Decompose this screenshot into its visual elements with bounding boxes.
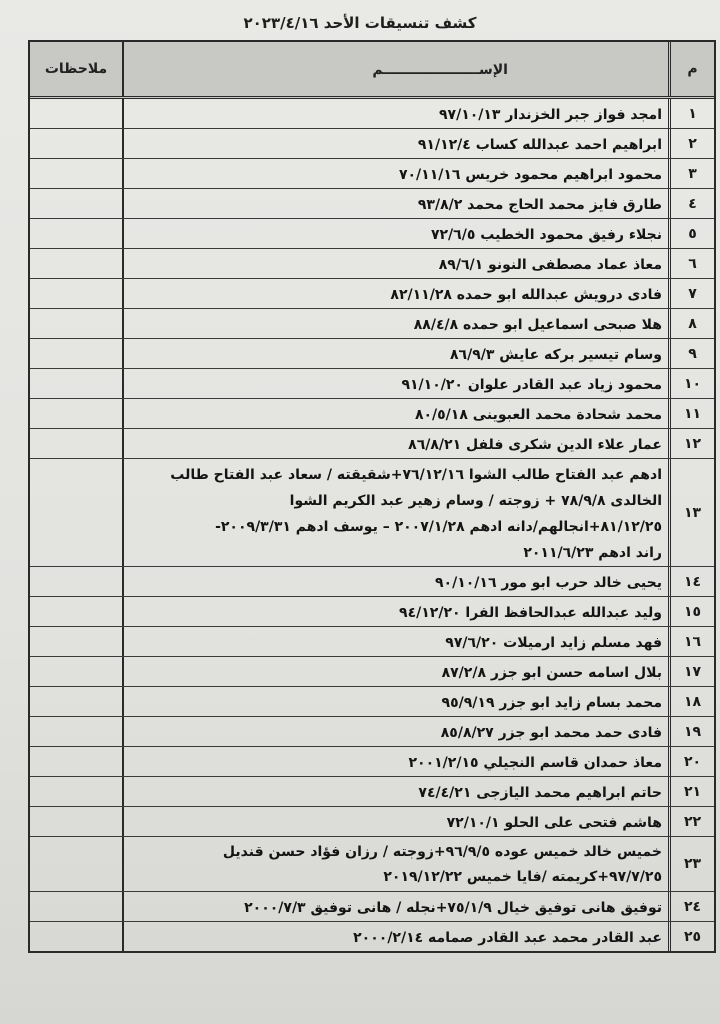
table-row bbox=[30, 922, 714, 951]
row-name: عبد القادر محمد عبد القادر صمامه ٢٠٠٠/٢/١٤ bbox=[122, 922, 668, 951]
row-number: ٢٤ bbox=[668, 892, 714, 921]
row-number: ٨ bbox=[668, 309, 714, 338]
table-row bbox=[30, 807, 714, 837]
row-name: امجد فواز جبر الخزندار ٩٧/١٠/١٣ bbox=[122, 99, 668, 128]
row-number: ١١ bbox=[668, 399, 714, 428]
row-notes bbox=[30, 459, 122, 566]
row-number: ٦ bbox=[668, 249, 714, 278]
table-row bbox=[30, 717, 714, 747]
row-name: توفيق هانى توفيق خيال ٧٥/١/٩+نجله / هانى توفيق ٢٠٠٠/٧/٣ bbox=[122, 892, 668, 921]
row-name: يحيى خالد حرب ابو مور ٩٠/١٠/١٦ bbox=[122, 567, 668, 596]
row-notes bbox=[30, 129, 122, 158]
row-number: ٢٠ bbox=[668, 747, 714, 776]
row-name: هلا صبحى اسماعيل ابو حمده ٨٨/٤/٨ bbox=[122, 309, 668, 338]
header-number: م bbox=[668, 42, 714, 96]
row-notes bbox=[30, 807, 122, 836]
row-name: وليد عبدالله عبدالحافظ الفرا ٩٤/١٢/٢٠ bbox=[122, 597, 668, 626]
row-number: ٢١ bbox=[668, 777, 714, 806]
table-row bbox=[30, 159, 714, 189]
table-row bbox=[30, 627, 714, 657]
table-row bbox=[30, 309, 714, 339]
row-name: محمد شحادة محمد العبوينى ٨٠/٥/١٨ bbox=[122, 399, 668, 428]
row-number: ١٧ bbox=[668, 657, 714, 686]
table-row bbox=[30, 369, 714, 399]
row-notes bbox=[30, 159, 122, 188]
row-name: محمد بسام زايد ابو جزر ٩٥/٩/١٩ bbox=[122, 687, 668, 716]
row-number: ١٦ bbox=[668, 627, 714, 656]
table-row bbox=[30, 279, 714, 309]
table-row bbox=[30, 429, 714, 459]
row-number: ٩ bbox=[668, 339, 714, 368]
name-line: راند ادهم ٢٠١١/٦/٢٣ bbox=[523, 545, 662, 561]
row-notes bbox=[30, 219, 122, 248]
row-notes bbox=[30, 189, 122, 218]
row-notes bbox=[30, 597, 122, 626]
row-notes bbox=[30, 687, 122, 716]
row-notes bbox=[30, 717, 122, 746]
row-name: محمود ابراهيم محمود خريس ٧٠/١١/١٦ bbox=[122, 159, 668, 188]
row-number: ٢ bbox=[668, 129, 714, 158]
row-name: معاذ عماد مصطفى النونو ٨٩/٦/١ bbox=[122, 249, 668, 278]
row-notes bbox=[30, 99, 122, 128]
name-line: ادهم عبد الفتاح طالب الشوا ٧٦/١٢/١٦+شقيقته / سعاد عبد الفتاح طالب bbox=[170, 467, 662, 483]
row-name-multiline bbox=[122, 459, 668, 566]
name-line: ٨١/١٢/٢٥+انجالهم/دانه ادهم ٢٠٠٧/١/٢٨ – يوسف ادهم ٢٠٠٩/٣/٣١- bbox=[215, 519, 662, 535]
row-name: محمود زياد عبد القادر علوان ٩١/١٠/٢٠ bbox=[122, 369, 668, 398]
table-row bbox=[30, 892, 714, 922]
row-name: وسام تيسير بركه عايش ٨٦/٩/٣ bbox=[122, 339, 668, 368]
row-name: ابراهيم احمد عبدالله كساب ٩١/١٢/٤ bbox=[122, 129, 668, 158]
row-number: ٧ bbox=[668, 279, 714, 308]
row-name: فهد مسلم زايد ارميلات ٩٧/٦/٢٠ bbox=[122, 627, 668, 656]
row-notes bbox=[30, 892, 122, 921]
name-line: الخالدى ٧٨/٩/٨ + زوجته / وسام زهير عبد الكريم الشوا bbox=[289, 493, 662, 509]
header-name: الإســــــــــــــــــــم bbox=[122, 42, 668, 96]
row-notes bbox=[30, 279, 122, 308]
row-name: فادى درويش عبدالله ابو حمده ٨٢/١١/٢٨ bbox=[122, 279, 668, 308]
table-row bbox=[30, 129, 714, 159]
row-notes bbox=[30, 777, 122, 806]
table-row bbox=[30, 99, 714, 129]
table-row bbox=[30, 189, 714, 219]
row-number: ٢٥ bbox=[668, 922, 714, 951]
row-notes bbox=[30, 567, 122, 596]
row-number: ١٤ bbox=[668, 567, 714, 596]
row-number: ٣ bbox=[668, 159, 714, 188]
row-name: طارق فايز محمد الحاج محمد ٩٣/٨/٢ bbox=[122, 189, 668, 218]
row-name: عمار علاء الدين شكرى فلفل ٨٦/٨/٢١ bbox=[122, 429, 668, 458]
name-line: ٩٧/٧/٢٥+كريمته /فايا خميس ٢٠١٩/١٢/٢٢ bbox=[383, 869, 662, 885]
row-notes bbox=[30, 657, 122, 686]
table-row bbox=[30, 399, 714, 429]
table-row bbox=[30, 459, 714, 567]
row-notes bbox=[30, 399, 122, 428]
row-notes bbox=[30, 339, 122, 368]
table-row bbox=[30, 219, 714, 249]
row-notes bbox=[30, 922, 122, 951]
row-number: ٢٣ bbox=[668, 837, 714, 891]
row-number: ٥ bbox=[668, 219, 714, 248]
row-number: ١٩ bbox=[668, 717, 714, 746]
table-row bbox=[30, 567, 714, 597]
table-row bbox=[30, 777, 714, 807]
row-notes bbox=[30, 429, 122, 458]
row-notes bbox=[30, 309, 122, 338]
table-row bbox=[30, 339, 714, 369]
row-number: ١٨ bbox=[668, 687, 714, 716]
table-header bbox=[30, 42, 714, 99]
table-row bbox=[30, 597, 714, 627]
row-name: حاتم ابراهيم محمد اليازجى ٧٤/٤/٢١ bbox=[122, 777, 668, 806]
table-row bbox=[30, 837, 714, 892]
table-row bbox=[30, 687, 714, 717]
row-number: ١٢ bbox=[668, 429, 714, 458]
row-notes bbox=[30, 747, 122, 776]
row-name: معاذ حمدان قاسم النجيلي ٢٠٠١/٢/١٥ bbox=[122, 747, 668, 776]
table-row bbox=[30, 747, 714, 777]
table-row bbox=[30, 657, 714, 687]
document-title: كشف تنسيقات الأحد ٢٠٢٣/٤/١٦ bbox=[243, 14, 477, 32]
header-notes: ملاحظات bbox=[44, 61, 108, 77]
table-row bbox=[30, 249, 714, 279]
row-number: ١٥ bbox=[668, 597, 714, 626]
row-notes bbox=[30, 627, 122, 656]
row-number: ١ bbox=[668, 99, 714, 128]
row-name-multiline bbox=[122, 837, 668, 891]
row-name: نجلاء رفيق محمود الخطيب ٧٢/٦/٥ bbox=[122, 219, 668, 248]
name-line: خميس خالد خميس عوده ٩٦/٩/٥+زوجته / رزان فؤاد حسن قنديل bbox=[222, 844, 662, 860]
row-number: ١٣ bbox=[668, 459, 714, 566]
row-notes bbox=[30, 369, 122, 398]
row-notes bbox=[30, 837, 122, 891]
row-name: بلال اسامه حسن ابو جزر ٨٧/٢/٨ bbox=[122, 657, 668, 686]
row-number: ٤ bbox=[668, 189, 714, 218]
row-name: هاشم فتحى على الحلو ٧٢/١٠/١ bbox=[122, 807, 668, 836]
row-number: ٢٢ bbox=[668, 807, 714, 836]
row-notes bbox=[30, 249, 122, 278]
row-name: فادى حمد محمد ابو جزر ٨٥/٨/٢٧ bbox=[122, 717, 668, 746]
coordination-table bbox=[28, 40, 716, 953]
row-number: ١٠ bbox=[668, 369, 714, 398]
